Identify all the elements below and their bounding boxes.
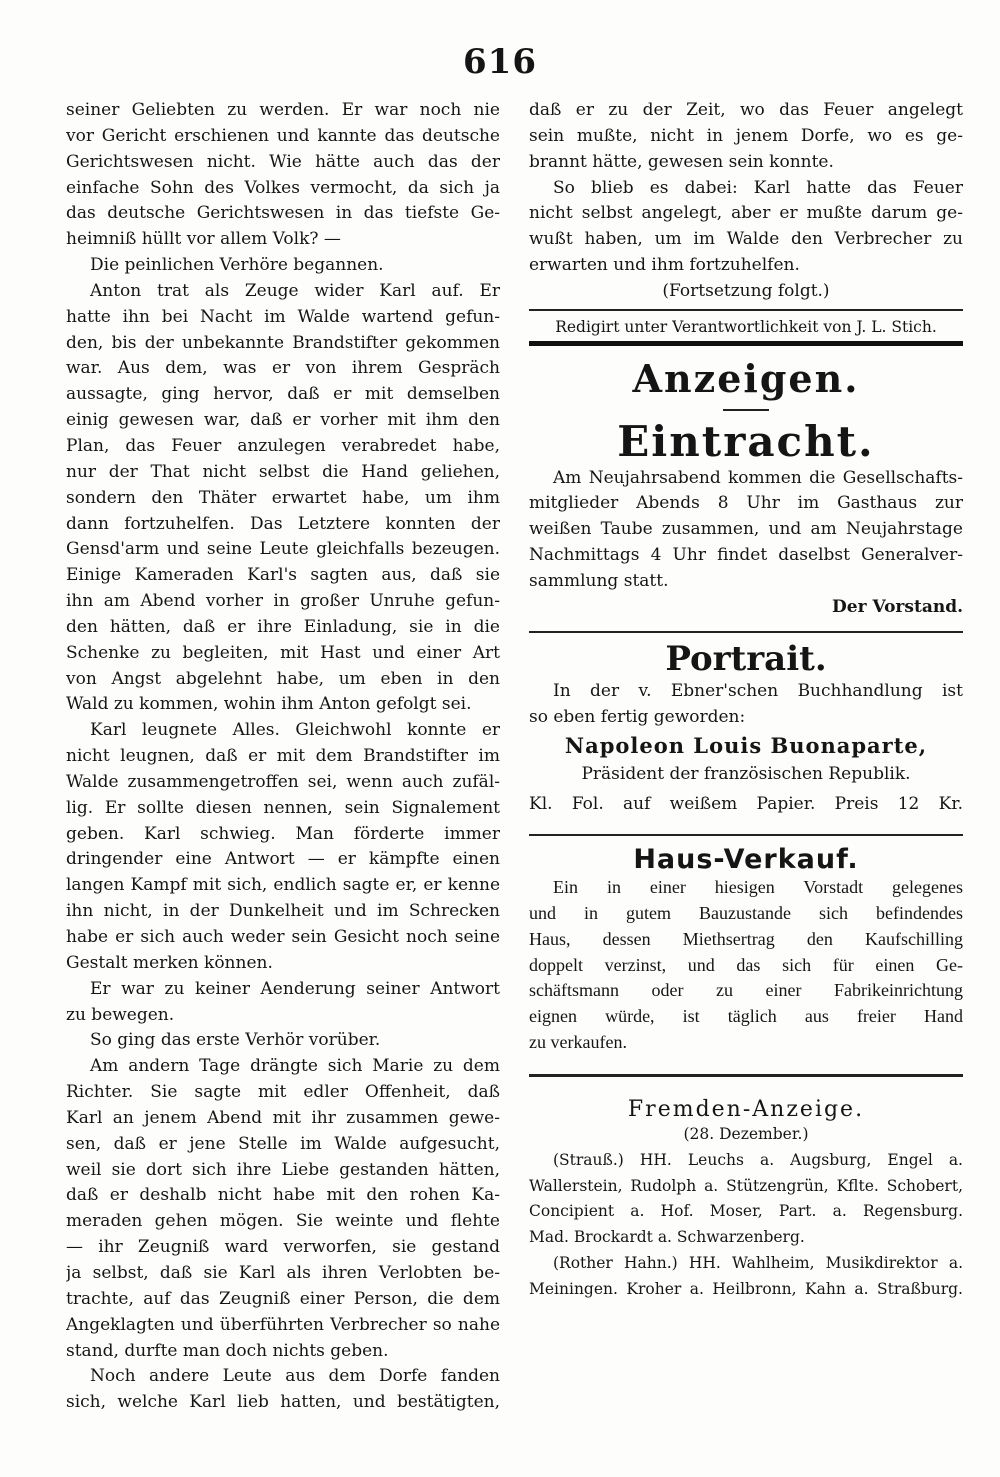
text-line: stand, durfte man doch nichts geben. (66, 1340, 389, 1361)
text-line: war. Aus dem, was er von ihrem Gespräch (66, 358, 500, 379)
divider (529, 834, 963, 836)
text-line: nur der That nicht selbst die Hand geliehen, (66, 461, 500, 482)
text-line: und in gutem Bauzustande sich befindendes (529, 902, 963, 923)
continuation-note: (Fortsetzung folgt.) (662, 280, 830, 301)
eintracht-title: Eintracht. (617, 416, 875, 466)
ads-heading: Anzeigen. (632, 355, 860, 401)
text-line: habe er sich auch weder sein Gesicht noch seine (66, 927, 500, 947)
portrait-title: Portrait. (665, 638, 827, 679)
house-sale-title: Haus-Verkauf. (633, 844, 859, 876)
text-line: — ihr Zeugniß ward verworfen, sie gestand (66, 1237, 500, 1258)
portrait-subtitle: Präsident der französischen Republik. (581, 764, 911, 785)
text-line: Gestalt merken können. (66, 952, 273, 973)
text-line: nicht leugnen, daß er mit dem Brandstifter im (66, 746, 500, 767)
text-line: daß er zu der Zeit, wo das Feuer angelegt (529, 100, 963, 120)
text-line: von Angst abgelehnt habe, um eben in den (66, 668, 500, 689)
text-line: Am andern Tage drängte sich Marie zu dem (90, 1056, 500, 1077)
text-line: aussagte, ging hervor, daß er mit demselben (66, 384, 500, 405)
text-line: Gerichtswesen nicht. Wie hätte auch das der (66, 151, 500, 172)
text-line: Am Neujahrsabend kommen die Gesellschafts- (553, 467, 963, 488)
text-line: Plan, das Feuer anzulegen verabredet habe, (66, 435, 500, 456)
text-line: so eben fertig geworden: (529, 706, 746, 727)
right-column (529, 98, 963, 1303)
house-sale-ad (529, 844, 963, 1056)
arrivals-date: (28. Dezember.) (683, 1124, 809, 1143)
text-line: Wallerstein, Rudolph a. Stützengrün, Kflte. Schobert, (529, 1176, 963, 1195)
text-line: mitglieder Abends 8 Uhr im Gasthaus zur (529, 493, 963, 514)
arrivals-list (529, 1097, 963, 1303)
text-line: trachte, auf das Zeugniß einer Person, die dem (66, 1288, 500, 1309)
text-line: Anton trat als Zeuge wider Karl auf. Er (90, 280, 500, 301)
text-line: So blieb es dabei: Karl hatte das Feuer (553, 177, 963, 198)
text-line: Schenke zu begleiten, mit Hast und einer Art (66, 642, 500, 663)
text-line: sen, daß er jene Stelle im Walde aufgesucht, (66, 1133, 500, 1154)
text-line: Concipient a. Hof. Moser, Part. a. Regensburg. (529, 1202, 963, 1221)
text-line: seiner Geliebten zu werden. Er war noch nie (66, 100, 500, 120)
text-line: Gensd'arm und seine Leute gleichfalls bezeugen. (66, 539, 500, 560)
text-line: ja selbst, daß sie Karl als ihren Verlobten be- (66, 1262, 500, 1283)
text-line: Einige Kameraden Karl's sagten aus, daß sie (66, 565, 500, 586)
text-line: sein mußte, nicht in jenem Dorfe, wo es ge- (529, 125, 963, 146)
text-line: wußt haben, um im Walde den Verbrecher zu (529, 229, 963, 250)
price-line: Kl. Fol. auf weißem Papier. Preis 12 Kr. (529, 794, 963, 815)
portrait-name: Napoleon Louis Buonaparte, (564, 733, 928, 759)
thick-divider (529, 341, 963, 346)
text-line: (Strauß.) HH. Leuchs a. Augsburg, Engel a. (553, 1150, 963, 1169)
text-line: das deutsche Gerichtswesen in das tiefste Ge- (66, 203, 500, 224)
text-line: (Rother Hahn.) HH. Wahlheim, Musikdirektor a. (553, 1254, 963, 1273)
text-line: einig gewesen war, daß er vorher mit ihm den (66, 410, 500, 431)
text-line: Karl leugnete Alles. Gleichwohl konnte er (90, 720, 500, 741)
text-line: dringender eine Antwort — er kämpfte einen (66, 849, 500, 870)
text-line: Die peinlichen Verhöre begannen. (90, 255, 384, 276)
text-line: eignen würde, ist täglich aus freier Hand (529, 1006, 963, 1027)
text-line: So ging das erste Verhör vorüber. (90, 1030, 381, 1051)
story-ending (529, 98, 963, 305)
text-line: weißen Taube zusammen, und am Neujahrstage (529, 519, 963, 540)
editor-line: Redigirt unter Verantwortlichkeit von J. L. Stich. (555, 317, 937, 336)
text-line: Er war zu keiner Aenderung seiner Antwort (90, 978, 500, 999)
page-number: 616 (463, 42, 537, 82)
text-line: Walde zusammengetroffen sei, wenn auch zufäl- (66, 771, 500, 792)
text-line: Noch andere Leute aus dem Dorfe fanden (90, 1366, 500, 1387)
divider (529, 631, 963, 633)
text-line: heimniß hüllt vor allem Volk? — (66, 229, 341, 250)
text-line: lig. Er sollte diesen nennen, sein Signalement (66, 797, 500, 818)
text-line: den hätten, daß er ihre Einladung, sie in die (66, 616, 500, 637)
text-line: sondern den Thäter erwartet habe, um ihm (66, 487, 500, 508)
text-line: zu verkaufen. (529, 1032, 627, 1053)
text-line: doppelt verzinst, und das sich für einen Ge- (529, 954, 963, 975)
text-line: zu bewegen. (66, 1004, 175, 1025)
text-line: brannt hätte, gewesen sein konnte. (529, 151, 834, 172)
text-line: dann fortzuhelfen. Das Letztere konnten der (66, 513, 500, 534)
text-line: vor Gericht erschienen und kannte das deutsche (66, 125, 500, 146)
divider (529, 309, 963, 311)
text-line: Meiningen. Kroher a. Heilbronn, Kahn a. Straßburg. (529, 1280, 963, 1298)
ad-signature: Der Vorstand. (832, 596, 963, 617)
text-line: ihn nicht, in der Dunkelheit und im Schrecken (66, 901, 500, 922)
text-line: den, bis der unbekannte Brandstifter gekommen (66, 332, 500, 353)
text-line: Haus, dessen Miethsertrag den Kaufschilling (529, 928, 963, 949)
text-line: In der v. Ebner'schen Buchhandlung ist (553, 680, 963, 701)
text-line: sich, welche Karl lieb hatten, und bestätigten, (66, 1392, 500, 1413)
text-line: langen Kampf mit sich, endlich sagte er, er kenne (66, 875, 500, 896)
text-line: Richter. Sie sagte mit edler Offenheit, daß (66, 1082, 500, 1103)
text-line: Angeklagten und überführten Verbrecher so nahe (66, 1314, 500, 1335)
arrivals-title: Fremden-Anzeige. (627, 1096, 865, 1122)
text-line: schäftsmann oder zu einer Fabrikeinrichtung (529, 980, 963, 1001)
portrait-ad (529, 639, 963, 818)
short-divider (723, 409, 769, 411)
text-line: Mad. Brockardt a. Schwarzenberg. (529, 1228, 805, 1247)
text-line: einfache Sohn des Volkes vermocht, da sich ja (66, 177, 500, 198)
text-line: hatte ihn bei Nacht im Walde wartend gefun- (66, 306, 500, 327)
left-column (66, 98, 500, 1416)
text-line: erwarten und ihm fortzuhelfen. (529, 255, 800, 276)
text-line: ihn am Abend vorher in großer Unruhe gefun- (66, 591, 500, 612)
text-line: weil sie dort sich ihre Liebe gestanden hätten, (66, 1159, 500, 1180)
text-line: Ein in einer hiesigen Vorstadt gelegenes (553, 877, 963, 898)
eintracht-ad (529, 417, 963, 621)
text-line: Wald zu kommen, wohin ihm Anton gefolgt sei. (66, 694, 472, 715)
text-line: Nachmittags 4 Uhr findet daselbst Generalver- (529, 545, 963, 566)
text-line: geben. Karl schwieg. Man förderte immer (66, 823, 500, 844)
text-line: meraden gehen mögen. Sie weinte und flehte (66, 1211, 500, 1232)
text-line: daß er deshalb nicht habe mit den rohen Ka- (66, 1185, 500, 1206)
text-line: sammlung statt. (529, 570, 669, 591)
divider (529, 1074, 963, 1077)
text-line: Karl an jenem Abend mit ihr zusammen gewe- (66, 1107, 500, 1128)
text-line: nicht selbst angelegt, aber er mußte darum ge- (529, 203, 963, 224)
